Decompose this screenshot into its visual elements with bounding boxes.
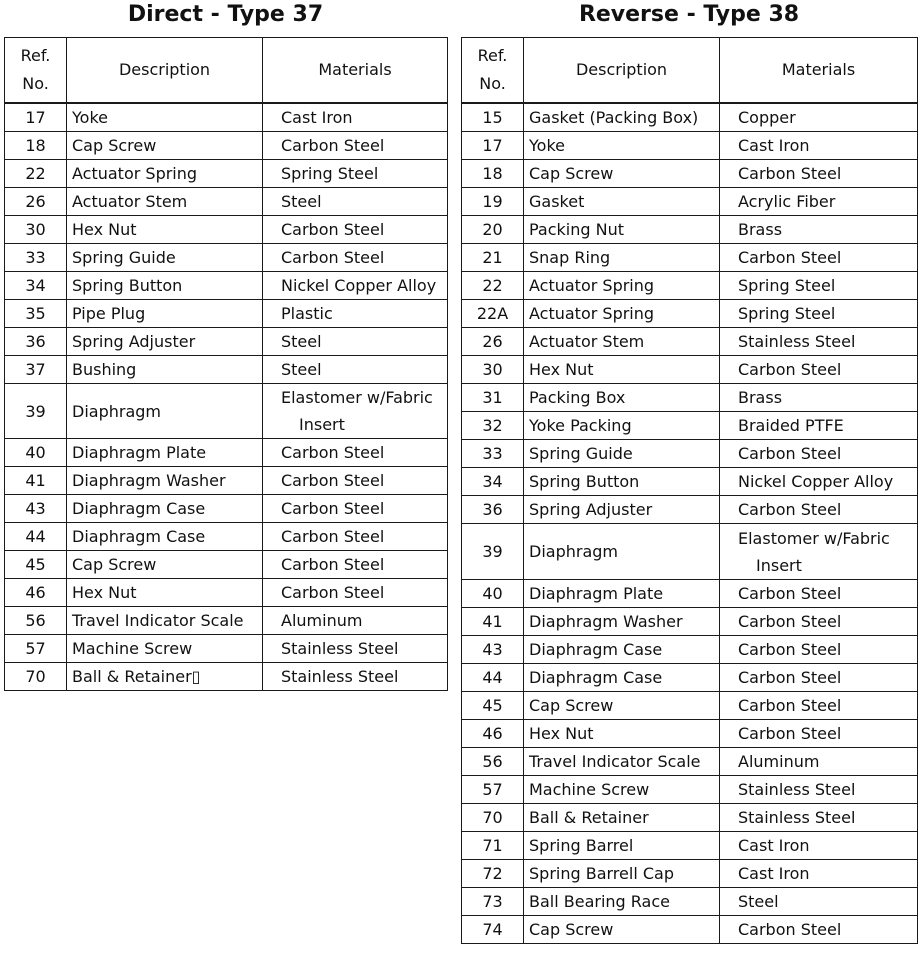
material-text: Steel bbox=[281, 332, 322, 351]
material-cell bbox=[263, 356, 448, 384]
material-cell bbox=[263, 439, 448, 467]
material-cell bbox=[263, 300, 448, 328]
description-cell: Machine Screw bbox=[67, 635, 263, 663]
ref-no-cell: 40 bbox=[5, 439, 67, 467]
description-cell: Travel Indicator Scale bbox=[524, 748, 720, 776]
material-text: Carbon Steel bbox=[738, 248, 842, 267]
material-cell bbox=[720, 916, 918, 944]
table-row bbox=[5, 635, 448, 663]
ref-no-cell: 46 bbox=[5, 579, 67, 607]
material-text: Elastomer w/Fabric bbox=[738, 528, 890, 548]
table-row bbox=[5, 663, 448, 691]
material-text: Stainless Steel bbox=[738, 780, 856, 799]
material-cell bbox=[720, 524, 918, 580]
material-text: Carbon Steel bbox=[281, 499, 385, 518]
ref-no-cell: 40 bbox=[462, 580, 524, 608]
table-row bbox=[5, 579, 448, 607]
description-cell: Yoke bbox=[524, 132, 720, 160]
material-text: Carbon Steel bbox=[738, 360, 842, 379]
table-row bbox=[462, 160, 918, 188]
table-row bbox=[462, 244, 918, 272]
description-cell: Actuator Stem bbox=[67, 188, 263, 216]
description-cell: Hex Nut bbox=[67, 579, 263, 607]
ref-no-cell: 19 bbox=[462, 188, 524, 216]
ref-no-cell: 36 bbox=[5, 328, 67, 356]
ref-no-cell: 18 bbox=[5, 132, 67, 160]
ref-no-cell: 22 bbox=[462, 272, 524, 300]
table-row bbox=[462, 132, 918, 160]
table-row bbox=[462, 384, 918, 412]
table-row bbox=[462, 524, 918, 580]
ref-no-cell: 56 bbox=[462, 748, 524, 776]
description-cell: Actuator Spring bbox=[67, 160, 263, 188]
material-text: Cast Iron bbox=[281, 108, 353, 127]
table-row bbox=[462, 720, 918, 748]
direct-parts-table bbox=[4, 37, 448, 691]
description-cell: Actuator Spring bbox=[524, 300, 720, 328]
material-text: Cast Iron bbox=[738, 864, 810, 883]
material-text: Carbon Steel bbox=[281, 248, 385, 267]
material-cell bbox=[263, 523, 448, 551]
material-cell bbox=[720, 328, 918, 356]
material-text: Spring Steel bbox=[738, 276, 836, 295]
material-cell bbox=[720, 832, 918, 860]
description-cell: Spring Guide bbox=[524, 440, 720, 468]
description-cell: Spring Barrel bbox=[524, 832, 720, 860]
ref-no-cell: 26 bbox=[5, 188, 67, 216]
table-row bbox=[462, 748, 918, 776]
material-cell bbox=[263, 272, 448, 300]
table-row bbox=[462, 776, 918, 804]
materials-header: Materials bbox=[263, 38, 448, 104]
table-row bbox=[462, 300, 918, 328]
table-row bbox=[5, 132, 448, 160]
description-cell: Ball Bearing Race bbox=[524, 888, 720, 916]
material-text: Elastomer w/Fabric bbox=[281, 388, 433, 407]
reverse-type38-title: Reverse - Type 38 bbox=[578, 2, 800, 27]
material-cell bbox=[720, 860, 918, 888]
material-text: Steel bbox=[281, 360, 322, 379]
material-cell bbox=[720, 412, 918, 440]
ref-no-cell: 39 bbox=[5, 384, 67, 439]
material-text: Brass bbox=[738, 388, 783, 407]
description-cell: Diaphragm Plate bbox=[67, 439, 263, 467]
table-row bbox=[5, 160, 448, 188]
ref-no-cell: 74 bbox=[462, 916, 524, 944]
table-header-row bbox=[5, 38, 448, 104]
ref-no-cell: 57 bbox=[5, 635, 67, 663]
description-cell: Diaphragm Case bbox=[67, 495, 263, 523]
description-cell: Ball & Retainer▯ bbox=[67, 663, 263, 691]
material-text: Carbon Steel bbox=[738, 668, 842, 687]
material-cell bbox=[720, 608, 918, 636]
material-text: Carbon Steel bbox=[281, 555, 385, 574]
description-header: Description bbox=[524, 38, 720, 104]
material-cell bbox=[263, 635, 448, 663]
description-cell: Machine Screw bbox=[524, 776, 720, 804]
description-cell: Gasket (Packing Box) bbox=[524, 103, 720, 132]
material-cell bbox=[263, 188, 448, 216]
material-text: Cast Iron bbox=[738, 136, 810, 155]
ref-no-cell: 33 bbox=[5, 244, 67, 272]
table-row bbox=[5, 300, 448, 328]
material-cell bbox=[720, 244, 918, 272]
material-cell bbox=[720, 748, 918, 776]
material-text: Carbon Steel bbox=[738, 164, 842, 183]
material-text: Stainless Steel bbox=[281, 639, 399, 658]
material-cell bbox=[720, 804, 918, 832]
table-row bbox=[5, 244, 448, 272]
table-row bbox=[5, 188, 448, 216]
table-row bbox=[5, 103, 448, 132]
ref-no-cell: 30 bbox=[462, 356, 524, 384]
material-cell bbox=[263, 663, 448, 691]
material-text: Acrylic Fiber bbox=[738, 192, 836, 211]
ref-no-cell: 46 bbox=[462, 720, 524, 748]
description-cell: Diaphragm Washer bbox=[524, 608, 720, 636]
table-row bbox=[462, 216, 918, 244]
ref-no-cell: 22 bbox=[5, 160, 67, 188]
description-cell: Cap Screw bbox=[524, 692, 720, 720]
description-cell: Bushing bbox=[67, 356, 263, 384]
material-cell bbox=[720, 132, 918, 160]
ref-no-header: Ref. No. bbox=[5, 38, 67, 104]
material-cell bbox=[263, 216, 448, 244]
ref-no-cell: 56 bbox=[5, 607, 67, 635]
ref-no-cell: 41 bbox=[462, 608, 524, 636]
material-text: Carbon Steel bbox=[738, 696, 842, 715]
table-row bbox=[5, 216, 448, 244]
ref-no-cell: 31 bbox=[462, 384, 524, 412]
table-row bbox=[462, 188, 918, 216]
description-cell: Packing Nut bbox=[524, 216, 720, 244]
material-cell bbox=[720, 580, 918, 608]
description-cell: Diaphragm Case bbox=[524, 636, 720, 664]
description-cell: Cap Screw bbox=[524, 160, 720, 188]
ref-no-cell: 22A bbox=[462, 300, 524, 328]
description-cell: Spring Adjuster bbox=[67, 328, 263, 356]
table-row bbox=[462, 468, 918, 496]
ref-no-cell: 35 bbox=[5, 300, 67, 328]
material-text: Carbon Steel bbox=[281, 220, 385, 239]
material-text: Aluminum bbox=[738, 752, 820, 771]
material-cell bbox=[263, 132, 448, 160]
ref-no-cell: 32 bbox=[462, 412, 524, 440]
description-cell: Spring Barrell Cap bbox=[524, 860, 720, 888]
material-text: Stainless Steel bbox=[738, 808, 856, 827]
material-text: Carbon Steel bbox=[281, 583, 385, 602]
table-row bbox=[5, 523, 448, 551]
table-row bbox=[462, 832, 918, 860]
description-cell: Actuator Spring bbox=[524, 272, 720, 300]
ref-no-cell: 15 bbox=[462, 103, 524, 132]
material-cell bbox=[720, 440, 918, 468]
description-cell: Travel Indicator Scale bbox=[67, 607, 263, 635]
table-row bbox=[462, 888, 918, 916]
material-cell bbox=[263, 160, 448, 188]
material-text: Carbon Steel bbox=[281, 136, 385, 155]
material-cell bbox=[720, 692, 918, 720]
description-cell: Spring Adjuster bbox=[524, 496, 720, 524]
description-cell: Snap Ring bbox=[524, 244, 720, 272]
ref-no-cell: 43 bbox=[5, 495, 67, 523]
material-cell bbox=[720, 160, 918, 188]
description-cell: Yoke bbox=[67, 103, 263, 132]
table-row bbox=[5, 467, 448, 495]
material-cell bbox=[720, 720, 918, 748]
ref-no-cell: 34 bbox=[462, 468, 524, 496]
table-row bbox=[462, 328, 918, 356]
ref-no-cell: 36 bbox=[462, 496, 524, 524]
material-text: Spring Steel bbox=[738, 304, 836, 323]
table-row bbox=[5, 495, 448, 523]
material-cell bbox=[263, 551, 448, 579]
description-cell: Pipe Plug bbox=[67, 300, 263, 328]
description-cell: Diaphragm bbox=[67, 384, 263, 439]
table-row bbox=[462, 664, 918, 692]
description-cell: Ball & Retainer bbox=[524, 804, 720, 832]
description-cell: Diaphragm bbox=[524, 524, 720, 580]
material-text: Carbon Steel bbox=[281, 527, 385, 546]
material-text: Carbon Steel bbox=[281, 471, 385, 490]
table-row bbox=[462, 272, 918, 300]
material-text: Stainless Steel bbox=[281, 667, 399, 686]
material-cell bbox=[720, 496, 918, 524]
ref-no-cell: 33 bbox=[462, 440, 524, 468]
ref-no-cell: 26 bbox=[462, 328, 524, 356]
ref-no-cell: 45 bbox=[462, 692, 524, 720]
table-row bbox=[462, 860, 918, 888]
material-text: Braided PTFE bbox=[738, 416, 844, 435]
material-text: Carbon Steel bbox=[738, 640, 842, 659]
table-row bbox=[462, 440, 918, 468]
material-text: Carbon Steel bbox=[738, 444, 842, 463]
description-cell: Spring Button bbox=[524, 468, 720, 496]
ref-no-cell: 44 bbox=[462, 664, 524, 692]
ref-no-cell: 17 bbox=[5, 103, 67, 132]
material-text: Carbon Steel bbox=[738, 920, 842, 939]
material-cell bbox=[720, 776, 918, 804]
description-cell: Hex Nut bbox=[524, 356, 720, 384]
description-cell: Diaphragm Case bbox=[524, 664, 720, 692]
description-cell: Hex Nut bbox=[524, 720, 720, 748]
ref-no-cell: 20 bbox=[462, 216, 524, 244]
table-row bbox=[462, 636, 918, 664]
material-cell bbox=[263, 495, 448, 523]
material-cell bbox=[720, 468, 918, 496]
description-cell: Cap Screw bbox=[524, 916, 720, 944]
table-row bbox=[5, 551, 448, 579]
description-cell: Packing Box bbox=[524, 384, 720, 412]
table-row bbox=[5, 607, 448, 635]
ref-no-cell: 43 bbox=[462, 636, 524, 664]
ref-no-cell: 39 bbox=[462, 524, 524, 580]
description-cell: Spring Guide bbox=[67, 244, 263, 272]
table-row bbox=[462, 496, 918, 524]
description-cell: Actuator Stem bbox=[524, 328, 720, 356]
material-cell bbox=[720, 103, 918, 132]
material-text-line2: Insert bbox=[756, 555, 802, 575]
table-row bbox=[462, 608, 918, 636]
material-text: Carbon Steel bbox=[281, 443, 385, 462]
material-cell bbox=[720, 356, 918, 384]
material-text: Carbon Steel bbox=[738, 724, 842, 743]
material-text: Copper bbox=[738, 108, 796, 127]
material-cell bbox=[263, 579, 448, 607]
table-row bbox=[462, 916, 918, 944]
description-cell: Diaphragm Case bbox=[67, 523, 263, 551]
material-text: Steel bbox=[281, 192, 322, 211]
ref-no-cell: 71 bbox=[462, 832, 524, 860]
direct-type37-title: Direct - Type 37 bbox=[127, 2, 324, 27]
table-row bbox=[5, 439, 448, 467]
material-text: Carbon Steel bbox=[738, 612, 842, 631]
description-cell: Yoke Packing bbox=[524, 412, 720, 440]
material-cell bbox=[263, 384, 448, 439]
table-row bbox=[5, 328, 448, 356]
material-text: Cast Iron bbox=[738, 836, 810, 855]
table-row bbox=[462, 103, 918, 132]
material-text: Plastic bbox=[281, 304, 333, 323]
ref-no-cell: 17 bbox=[462, 132, 524, 160]
table-row bbox=[462, 692, 918, 720]
material-cell bbox=[263, 607, 448, 635]
table-row bbox=[462, 580, 918, 608]
material-cell bbox=[720, 664, 918, 692]
material-cell bbox=[263, 328, 448, 356]
reverse-parts-table bbox=[461, 37, 918, 944]
description-cell: Diaphragm Washer bbox=[67, 467, 263, 495]
materials-header: Materials bbox=[720, 38, 918, 104]
material-cell bbox=[720, 300, 918, 328]
description-cell: Gasket bbox=[524, 188, 720, 216]
ref-no-cell: 45 bbox=[5, 551, 67, 579]
material-text-line2: Insert bbox=[299, 415, 345, 434]
ref-no-cell: 37 bbox=[5, 356, 67, 384]
ref-no-cell: 41 bbox=[5, 467, 67, 495]
table-row bbox=[5, 384, 448, 439]
material-cell bbox=[720, 636, 918, 664]
material-text: Stainless Steel bbox=[738, 332, 856, 351]
material-cell bbox=[720, 216, 918, 244]
description-cell: Hex Nut bbox=[67, 216, 263, 244]
description-cell: Spring Button bbox=[67, 272, 263, 300]
ref-no-cell: 70 bbox=[5, 663, 67, 691]
material-cell bbox=[720, 272, 918, 300]
material-text: Nickel Copper Alloy bbox=[281, 276, 437, 295]
ref-no-cell: 44 bbox=[5, 523, 67, 551]
material-cell bbox=[263, 244, 448, 272]
material-text: Brass bbox=[738, 220, 783, 239]
ref-no-header: Ref. No. bbox=[462, 38, 524, 104]
description-cell: Cap Screw bbox=[67, 132, 263, 160]
material-text: Carbon Steel bbox=[738, 500, 842, 519]
ref-no-cell: 21 bbox=[462, 244, 524, 272]
ref-no-cell: 73 bbox=[462, 888, 524, 916]
material-cell bbox=[263, 103, 448, 132]
table-header-row bbox=[462, 38, 918, 104]
material-cell bbox=[720, 384, 918, 412]
ref-no-cell: 70 bbox=[462, 804, 524, 832]
material-cell bbox=[263, 467, 448, 495]
table-row bbox=[462, 356, 918, 384]
description-cell: Diaphragm Plate bbox=[524, 580, 720, 608]
ref-no-cell: 57 bbox=[462, 776, 524, 804]
material-text: Steel bbox=[738, 892, 779, 911]
ref-no-cell: 72 bbox=[462, 860, 524, 888]
ref-no-cell: 18 bbox=[462, 160, 524, 188]
material-cell bbox=[720, 888, 918, 916]
ref-no-cell: 30 bbox=[5, 216, 67, 244]
material-text: Aluminum bbox=[281, 611, 363, 630]
table-row bbox=[462, 412, 918, 440]
table-row bbox=[5, 356, 448, 384]
description-header: Description bbox=[67, 38, 263, 104]
material-cell bbox=[720, 188, 918, 216]
material-text: Carbon Steel bbox=[738, 584, 842, 603]
material-text: Spring Steel bbox=[281, 164, 379, 183]
table-row bbox=[462, 804, 918, 832]
table-row bbox=[5, 272, 448, 300]
material-text: Nickel Copper Alloy bbox=[738, 472, 894, 491]
ref-no-cell: 34 bbox=[5, 272, 67, 300]
description-cell: Cap Screw bbox=[67, 551, 263, 579]
